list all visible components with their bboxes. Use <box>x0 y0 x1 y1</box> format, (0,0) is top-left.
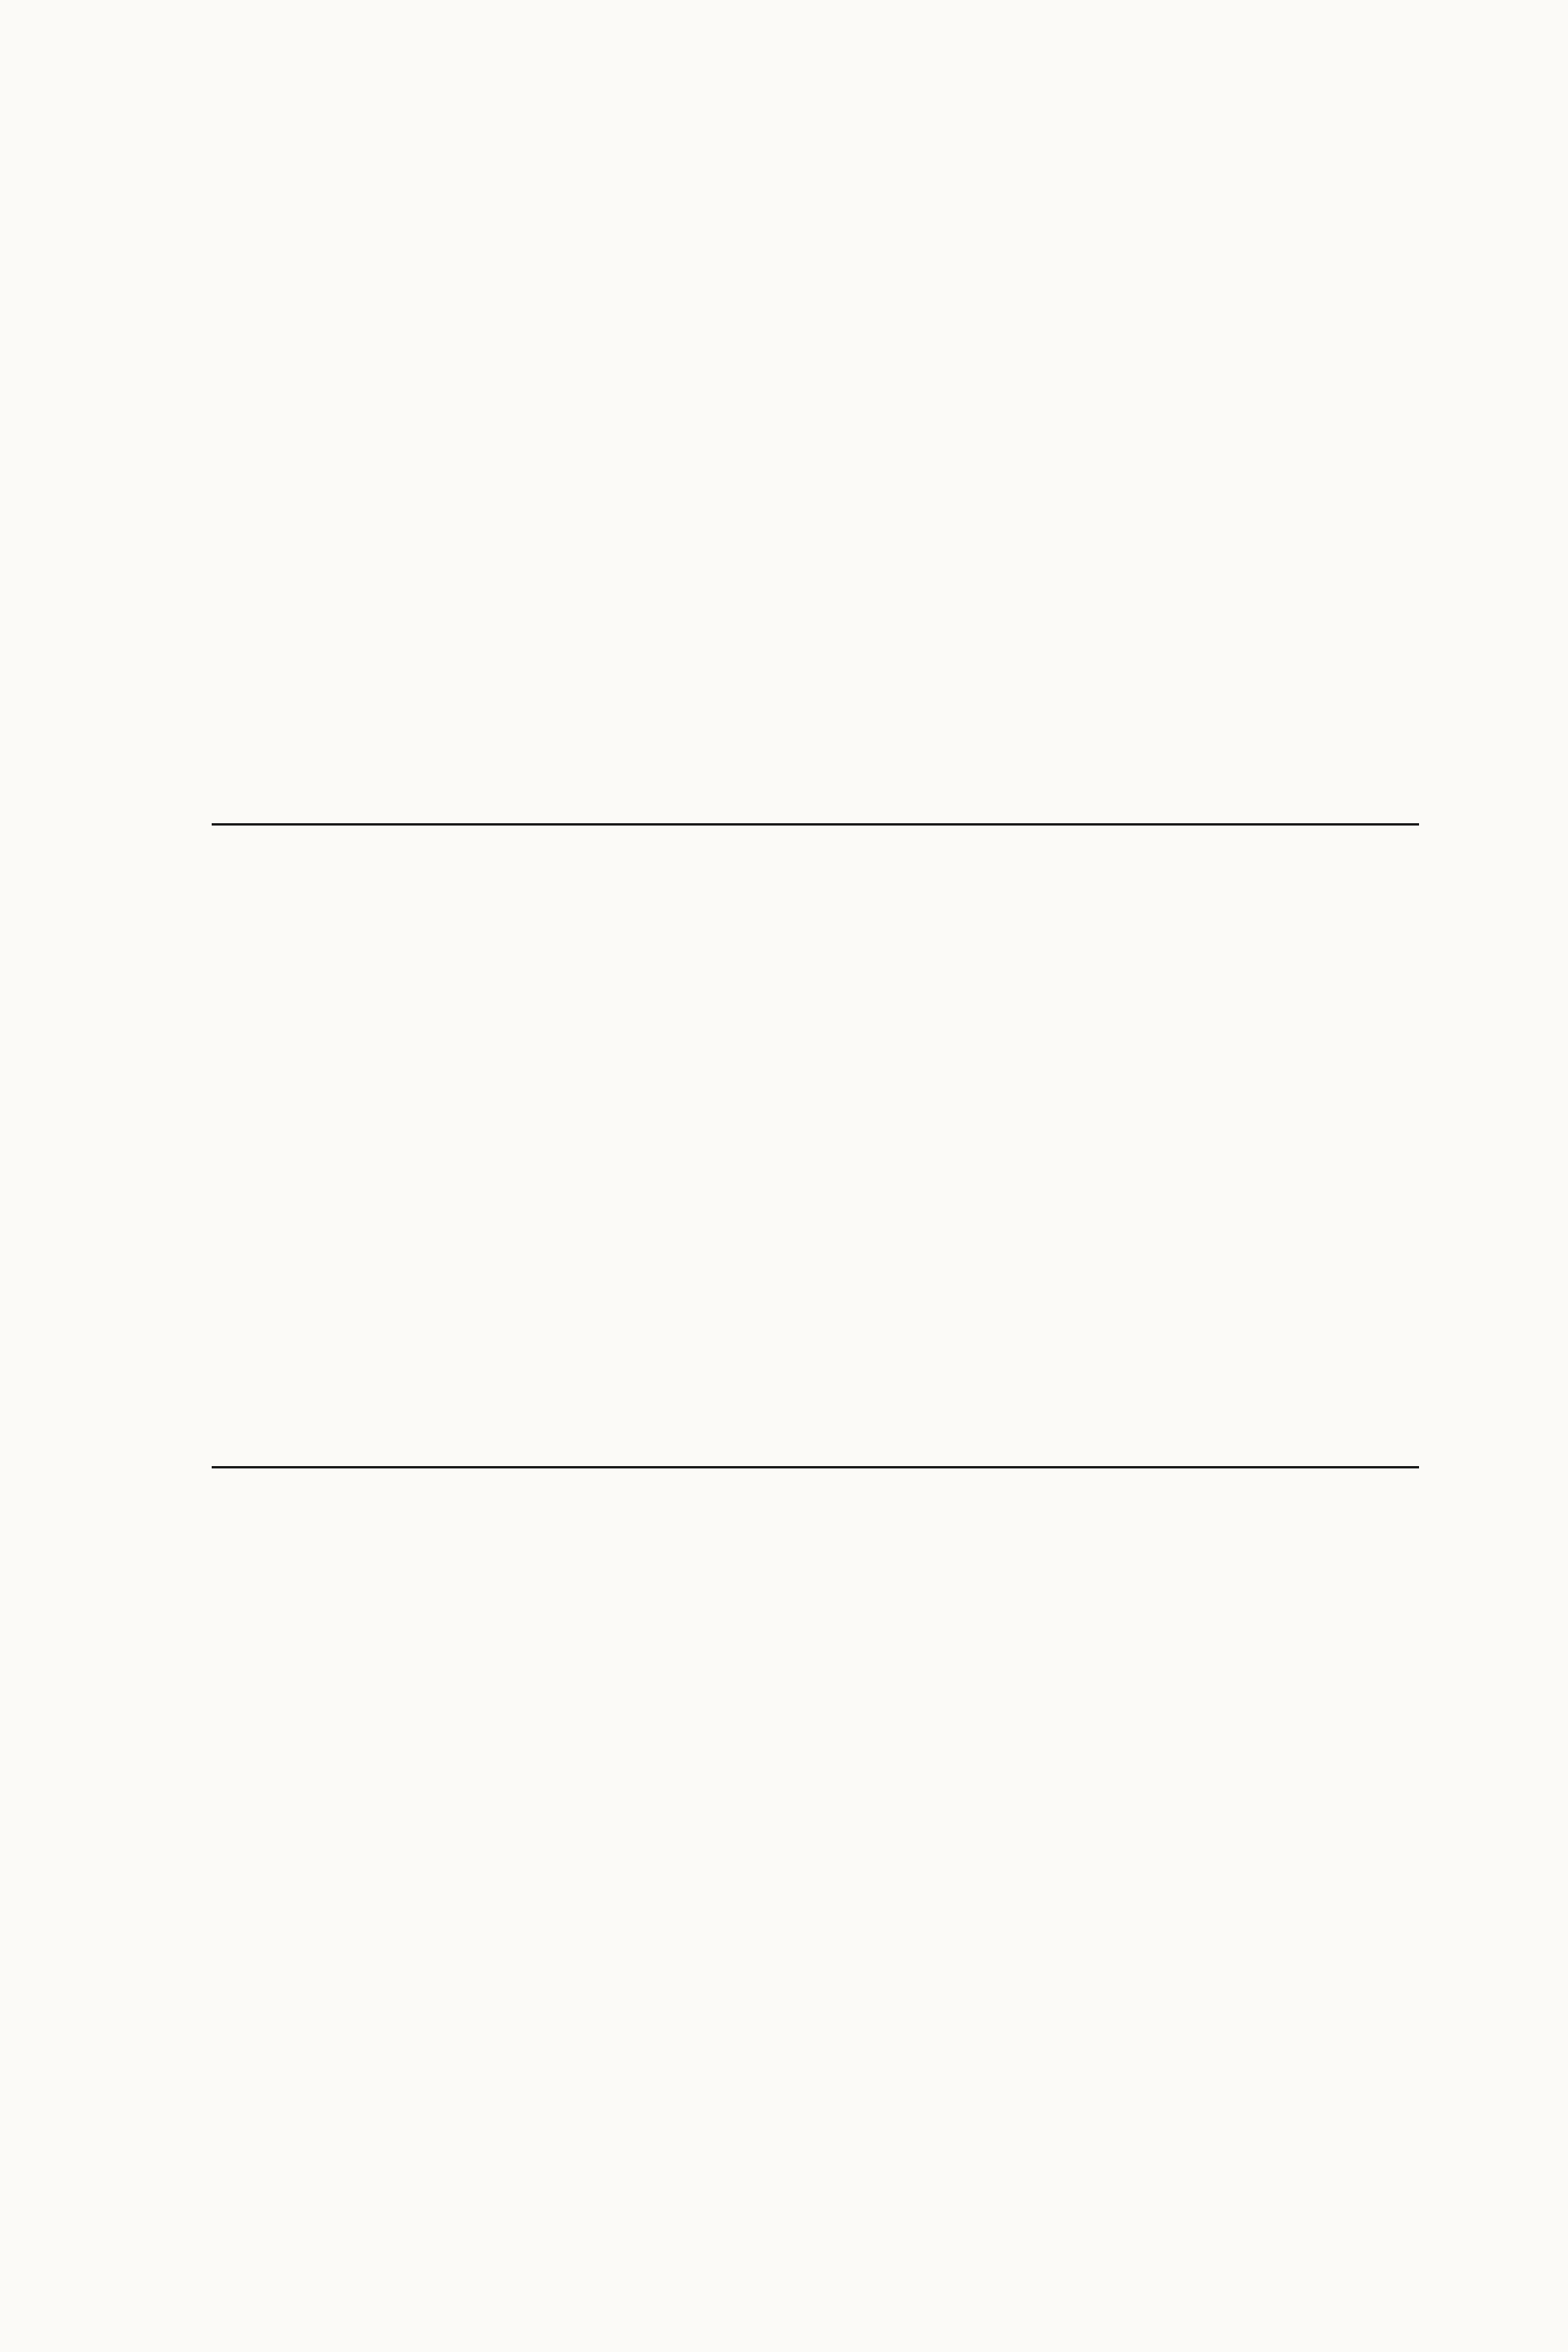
divider-rule-top <box>212 823 1419 826</box>
divider-rule-mid <box>212 1466 1419 1468</box>
top-section <box>204 282 1427 800</box>
mid-columns <box>204 964 1427 1450</box>
bottom-columns <box>204 1599 1427 2085</box>
mid-section <box>204 964 1427 1450</box>
bottom-section <box>204 1599 1427 2085</box>
top-columns <box>204 282 1427 800</box>
